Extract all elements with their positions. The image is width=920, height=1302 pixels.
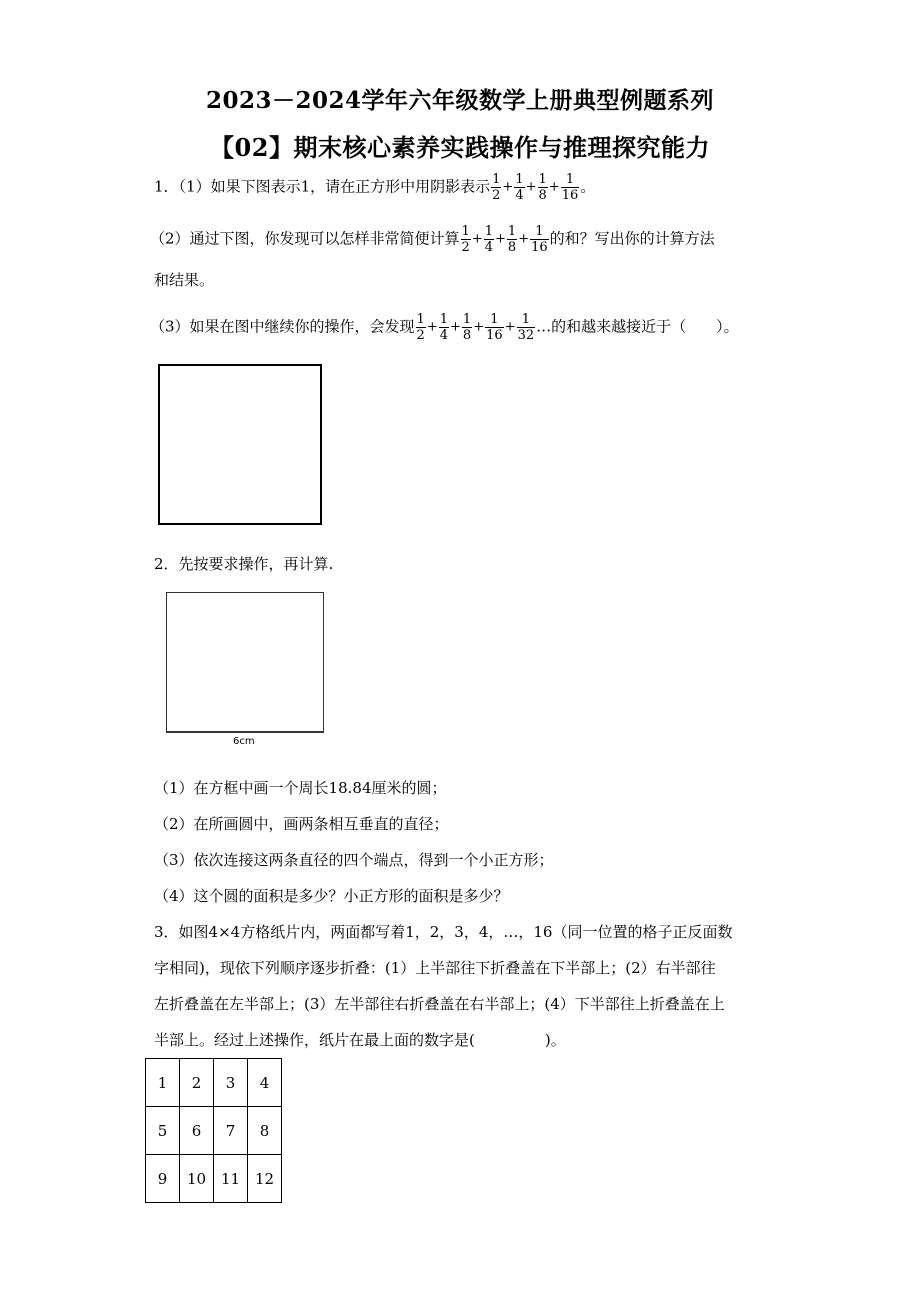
fraction-1-16: $\frac{1}{16}$ xyxy=(486,312,503,343)
grid-cell: 6 xyxy=(180,1107,214,1155)
fraction-1-4: $\frac{1}{4}$ xyxy=(484,224,494,255)
plus-sign: + xyxy=(471,231,483,247)
q3-line-4-prefix: 半部上。经过上述操作，纸片在最上面的数字是( xyxy=(154,1031,475,1049)
fraction-1-8: $\frac{1}{8}$ xyxy=(538,172,547,203)
grid-cell: 12 xyxy=(248,1155,282,1203)
q1-part2-suffix: 的和？写出你的计算方法 xyxy=(549,229,715,248)
q3-line-1: 3．如图4×4方格纸片内，两面都写着1，2，3，4，…，16（同一位置的格子正反面数 xyxy=(154,923,733,941)
grid-cell: 9 xyxy=(146,1155,180,1203)
plus-sign: + xyxy=(426,319,438,335)
q3-line-3: 左折叠盖在左半部上；(3）左半部往右折叠盖在右半部上；(4）下半部往上折叠盖在上 xyxy=(154,995,725,1013)
grid-row xyxy=(146,1107,282,1155)
q2-step-2: （2）在所画圆中，画两条相互垂直的直径； xyxy=(154,815,449,833)
grid-cell: 10 xyxy=(180,1155,214,1203)
fraction-1-4: $\frac{1}{4}$ xyxy=(515,172,524,203)
plus-sign: + xyxy=(518,231,530,247)
q1-part1-prefix: 1．（1）如果下图表示1，请在正方形中用阴影表示 xyxy=(154,177,491,196)
fraction-1-32: $\frac{1}{32}$ xyxy=(517,312,535,343)
plus-sign: + xyxy=(473,319,485,335)
q1-part2 xyxy=(150,224,715,255)
q2-step-4: （4）这个圆的面积是多少？小正方形的面积是多少？ xyxy=(154,887,509,905)
q1-part3-prefix: （3）如果在图中继续你的操作，会发现 xyxy=(150,317,415,336)
square-frame-figure xyxy=(166,592,324,733)
q2-intro: 2．先按要求操作，再计算. xyxy=(154,555,334,573)
grid-row xyxy=(146,1059,282,1107)
side-length-label: 6cm xyxy=(233,736,255,747)
plus-sign: + xyxy=(495,231,506,247)
grid-row xyxy=(146,1155,282,1203)
q2-step-1: （1）在方框中画一个周长18.84厘米的圆； xyxy=(154,779,447,797)
fraction-1-16: $\frac{1}{16}$ xyxy=(561,172,579,203)
q3-line-4 xyxy=(154,1030,566,1050)
q1-part1-suffix: 。 xyxy=(580,177,596,196)
q1-part3 xyxy=(150,312,739,343)
q1-part1 xyxy=(154,172,595,203)
number-grid xyxy=(145,1058,282,1203)
fraction-1-2: $\frac{1}{2}$ xyxy=(461,224,470,255)
q2-step-3: （3）依次连接这两条直径的四个端点，得到一个小正方形； xyxy=(154,851,554,869)
q1-part2-line2: 和结果。 xyxy=(154,271,215,289)
fraction-1-8: $\frac{1}{8}$ xyxy=(462,312,472,343)
fraction-1-2: $\frac{1}{2}$ xyxy=(416,312,425,343)
grid-cell: 4 xyxy=(248,1059,282,1107)
grid-cell: 7 xyxy=(214,1107,248,1155)
title-line-2: 【02】期末核心素养实践操作与推理探究能力 xyxy=(210,133,710,162)
plus-sign: + xyxy=(548,179,560,195)
unit-square-figure xyxy=(158,364,322,525)
fraction-1-8: $\frac{1}{8}$ xyxy=(507,224,517,255)
grid-cell: 1 xyxy=(146,1059,180,1107)
plus-sign: + xyxy=(525,179,537,195)
plus-sign: + xyxy=(450,319,461,335)
grid-cell: 2 xyxy=(180,1059,214,1107)
grid-cell: 5 xyxy=(146,1107,180,1155)
q1-part2-prefix: （2）通过下图，你发现可以怎样非常简便计算 xyxy=(150,229,460,248)
grid-cell: 3 xyxy=(214,1059,248,1107)
fraction-1-4: $\frac{1}{4}$ xyxy=(439,312,449,343)
plus-sign: + xyxy=(502,179,514,195)
fraction-1-2: $\frac{1}{2}$ xyxy=(492,172,501,203)
fraction-1-16: $\frac{1}{16}$ xyxy=(531,224,548,255)
q1-part3-suffix: …的和越来越接近于（ ）。 xyxy=(536,317,739,336)
title-line-1: 2023－2024学年六年级数学上册典型例题系列 xyxy=(205,87,715,114)
q3-line-4-suffix: )。 xyxy=(544,1031,566,1049)
plus-sign: + xyxy=(504,319,516,335)
grid-cell: 11 xyxy=(214,1155,248,1203)
grid-cell: 8 xyxy=(248,1107,282,1155)
q3-line-2: 字相同)，现依下列顺序逐步折叠：(1）上半部往下折叠盖在下半部上；(2）右半部往 xyxy=(154,959,716,977)
